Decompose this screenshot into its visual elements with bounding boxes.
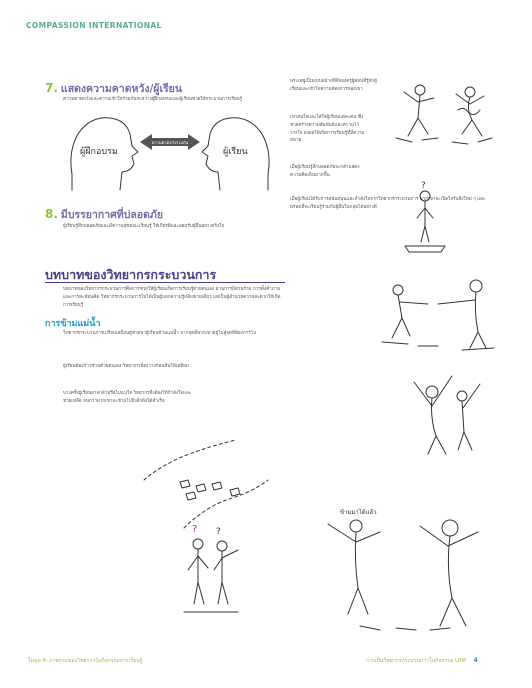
subsection-paragraph-2: ผู้เรียนต้องก้าวข้ามด้วยตนเอง วิทยากรเพียงวางก้อนหินให้เหยียบ xyxy=(63,364,189,369)
page-number: 4 xyxy=(473,657,478,664)
main-intro: บทบาทของวิทยากรกระบวนการคือการช่วยให้ผู้เรียนเกิดการเรียนรู้ด้วยตนเอง ผ่านการมีส่วนร่วม การตั้งคำถาม และการสะท้อนคิด วิทยากรกระบวนการไม่ได้เป็นผู้บอกความรู้เพียงฝ่ายเดียว แต่เป็นผู้อำนวยความสะดวกให้เกิดการเรียนรู้ xyxy=(63,287,281,308)
figure-caption: ข้ามมาได้แล้ว xyxy=(340,509,377,516)
section-7-title xyxy=(45,80,182,97)
section-8-title-text: มีบรรยากาศที่ปลอดภัย xyxy=(60,209,163,221)
standing-figure-question-illustration xyxy=(395,180,455,260)
right-paragraph-3: เมื่อผู้เรียนรู้สึกปลอดภัยจะกล้าแสดงความคิดเห็นมากขึ้น xyxy=(290,165,360,178)
section-7-title-text: แสดงความคาดหวัง/ผู้เรียน xyxy=(60,83,183,95)
svg-text:?: ? xyxy=(421,181,426,191)
confused-figures-illustration xyxy=(178,520,248,620)
subsection-paragraph-3: บางครั้งผู้เรียนอาจกลัวหรือไม่แน่ใจ วิทยากรจึงต้องให้กำลังใจและช่วยเหลือ จนกว่าพวกเขาจะข้ามไปถึงอีกฝั่งได้สำเร็จ xyxy=(63,391,192,404)
crossing-river-illustration xyxy=(300,502,510,642)
section-7-body: ความคาดหวังและความเข้าใจร่วมกันระหว่างผู้ฝึกอบรมและผู้เรียนช่วยให้กระบวนการเรียนรู้ xyxy=(63,97,243,102)
footer-right-text: การเป็นวิทยากรกระบวนการในกิจกรรม LRM xyxy=(366,658,466,664)
helping-hand-illustration xyxy=(378,272,498,352)
section-8-number: 8. xyxy=(45,207,58,221)
main-section-title: บทบาทของวิทยากรกระบวนการ xyxy=(45,267,217,282)
publisher-header: COMPASSION INTERNATIONAL xyxy=(26,21,162,30)
subsection-title: การข้ามแม่น้ำ xyxy=(45,319,101,329)
footer-left: โมดูล 4: ภาพรวมของวิทยากรในกิจกรรมการเรียนรู้ xyxy=(28,658,143,664)
section-8-title xyxy=(45,206,163,223)
jumping-figures-illustration xyxy=(390,78,500,148)
subsection-paragraph-1: วิทยากรกระบวนการเปรียบเสมือนผู้ช่วยพาผู้เรียนข้ามแม่น้ำ จากจุดที่พวกเขาอยู่ไปสู่จุดที่ต้องการไป xyxy=(63,331,256,336)
section-8-body: ผู้เรียนรู้สึกปลอดภัยและมีความสุขขณะเรียนรู้ ให้เกียรติและยอมรับผู้อื่นอย่างจริงใจ xyxy=(63,224,225,229)
svg-text:?: ? xyxy=(216,527,221,537)
right-paragraph-1: พระเยซูเป็นแบบอย่างที่ดีของครูผู้สอนที่รู้จักผู้เรียนและเข้าใจความต้องการของเขา xyxy=(290,79,377,92)
right-paragraph-4: เมื่อผู้เรียนได้รับการสนับสนุนและกำลังใจจากวิทยากรกระบวนการ พวกเขาจะเปิดใจรับสิ่งใหม่ ๆ และพร้อมที่จะเรียนรู้ร่วมกับผู้อื่นในกลุ่มได้อย่างดี xyxy=(290,197,486,210)
right-paragraph-2: เขาสนใจและใส่ใจผู้เรียนแต่ละคน ซึ่งช่วยสร้างความสัมพันธ์และความไว้วางใจ ส่งผลให้เกิดการเรียนรู้ที่มีความหมาย xyxy=(290,115,365,144)
heads-facing-illustration xyxy=(70,112,270,192)
label-learner: ผู้เรียน xyxy=(223,147,248,157)
title-divider xyxy=(45,282,285,283)
river-stones-illustration xyxy=(140,440,270,530)
footer-right xyxy=(366,657,478,665)
label-trainer: ผู้ฝึกอบรม xyxy=(80,147,118,157)
celebrating-figures-illustration xyxy=(392,362,492,462)
arrow-label: ความคาดหวังร่วมกัน xyxy=(151,140,189,145)
section-7-number: 7. xyxy=(45,81,58,95)
svg-text:?: ? xyxy=(192,524,198,535)
